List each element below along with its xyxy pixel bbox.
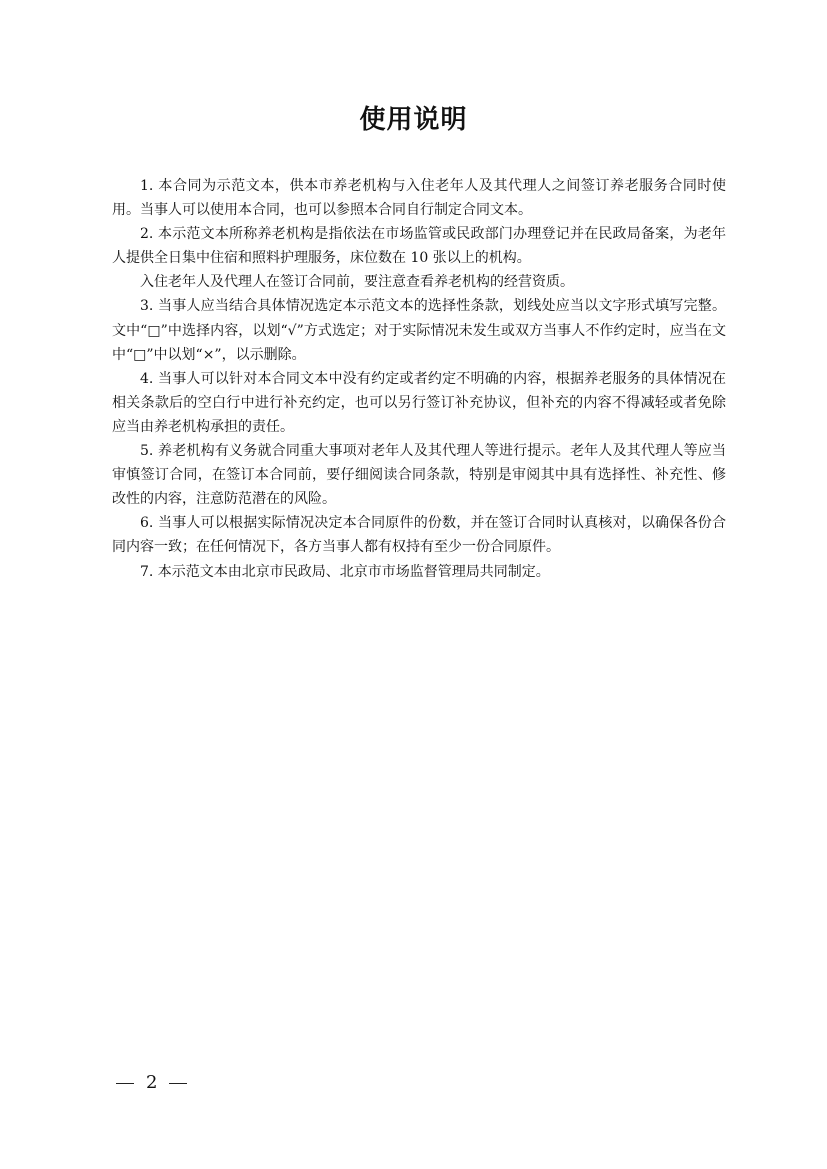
paragraph-7: 7. 本示范文本由北京市民政局、北京市市场监督管理局共同制定。 [140,563,550,580]
paragraph-1: 1. 本合同为示范文本，供本市养老机构与入住老年人及其代理人之间签订养老服务合同时使用。当事人可以使用本合同，也可以参照本合同自行制定合同文本。 [112,178,726,219]
document-body [112,174,726,584]
page-title: 使用说明 [359,105,468,135]
footer-dash-right [169,1083,187,1084]
paragraph-6: 6. 当事人可以根据实际情况决定本合同原件的份数，并在签订合同时认真核对，以确保各份合同内容一致；在任何情况下，各方当事人都有权持有至少一份合同原件。 [112,515,726,556]
footer-dash-left [116,1083,134,1084]
paragraph-2-note: 入住老年人及代理人在签订合同前，要注意查看养老机构的经营资质。 [140,274,574,291]
paragraph-2: 2. 本示范文本所称养老机构是指依法在市场监管或民政部门办理登记并在民政局备案，为老年人提供全日集中住宿和照料护理服务，床位数在 10 张以上的机构。 [112,226,726,267]
paragraph-4: 4. 当事人可以针对本合同文本中没有约定或者约定不明确的内容，根据养老服务的具体情况在相关条款后的空白行中进行补充约定，也可以另行签订补充协议，但补充的内容不得减轻或者免除应当由养老机构承担的责任。 [112,370,726,435]
paragraph-3: 3. 当事人应当结合具体情况选定本示范文本的选择性条款，划线处应当以文字形式填写完整。文中“□”中选择内容，以划“√”方式选定；对于实际情况未发生或双方当事人不作约定时，应当在文中“□”中以划“×”，以示删除。 [112,298,726,363]
paragraph-5: 5. 养老机构有义务就合同重大事项对老年人及其代理人等进行提示。老年人及其代理人等应当审慎签订合同，在签订本合同前，要仔细阅读合同条款，特别是审阅其中具有选择性、补充性、修改性的内容，注意防范潜在的风险。 [112,443,726,508]
page-number: 2 [146,1072,158,1093]
page-footer [112,1070,191,1096]
